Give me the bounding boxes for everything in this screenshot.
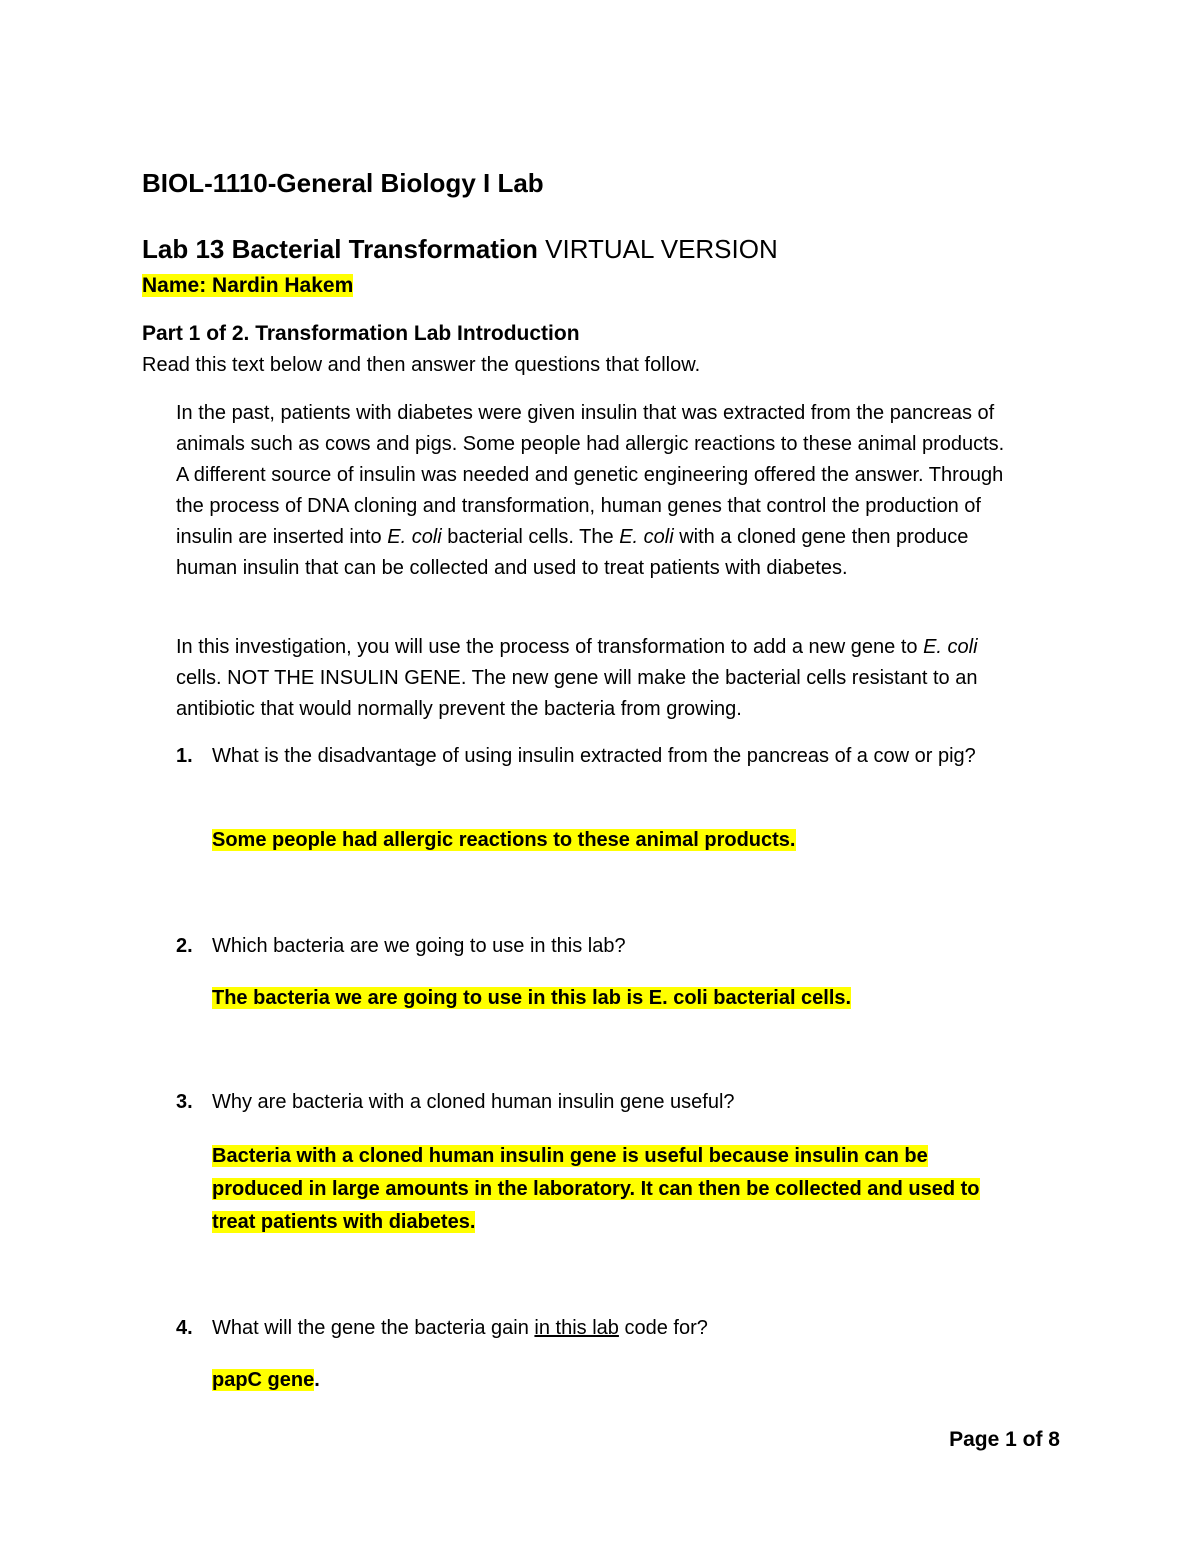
intro-paragraph-1: In the past, patients with diabetes were given insulin that was extracted from the pancreas of animals such as cows and pigs. Some people had allergic reactions to these animal products. A different source of insulin was needed and genetic engineering offered the answer. Through the process of DNA cloning and transformation, human genes that control the production of insulin are inserted into E. coli bacterial cells. The E. coli with a cloned gene then produce human insulin that can be collected and used to treat patients with diabetes. xyxy=(176,402,1005,579)
question-4 xyxy=(176,1312,1006,1345)
question-text: What is the disadvantage of using insulin extracted from the pancreas of a cow or pig? xyxy=(212,745,976,767)
question-number: 1. xyxy=(176,745,193,767)
underlined-phrase: in this lab xyxy=(534,1317,619,1339)
question-number: 4. xyxy=(176,1317,193,1339)
question-3 xyxy=(176,1086,1006,1119)
answer-2 xyxy=(212,982,1002,1015)
ecoli-italic: E. coli xyxy=(387,526,442,548)
student-name xyxy=(142,274,353,298)
question-text: What will the gene the bacteria gain in this lab code for? xyxy=(212,1317,708,1339)
answer-text: Bacteria with a cloned human insulin gene is useful because insulin can be produced in large amounts in the laboratory. It can then be collected and used to treat patients with diabetes. xyxy=(212,1145,980,1233)
question-number: 3. xyxy=(176,1091,193,1113)
lab-title xyxy=(142,234,778,265)
page-number: Page 1 of 8 xyxy=(949,1428,1060,1451)
answer-text: papC gene xyxy=(212,1369,315,1391)
answer-1 xyxy=(212,824,1002,857)
question-text: Why are bacteria with a cloned human insulin gene useful? xyxy=(212,1091,735,1113)
course-title: BIOL-1110-General Biology I Lab xyxy=(142,168,544,198)
lab-title-bold: Lab 13 Bacterial Transformation xyxy=(142,234,538,264)
section-instruction: Read this text below and then answer the questions that follow. xyxy=(142,354,701,376)
student-name-text: Name: Nardin Hakem xyxy=(142,274,354,297)
answer-text: Some people had allergic reactions to these animal products. xyxy=(212,829,796,851)
question-1 xyxy=(176,740,1006,773)
question-2 xyxy=(176,930,1006,963)
intro-paragraph-2: In this investigation, you will use the process of transformation to add a new gene to E. coli cells. NOT THE INSULIN GENE. The new gene will make the bacterial cells resistant to an antibiotic that would normally prevent the bacteria from growing. xyxy=(176,636,978,720)
answer-3 xyxy=(212,1140,1002,1239)
question-number: 2. xyxy=(176,935,193,957)
lab-title-version: VIRTUAL VERSION xyxy=(537,234,778,264)
ecoli-italic: E. coli xyxy=(923,636,978,658)
answer-4: papC gene. xyxy=(212,1369,320,1391)
ecoli-italic: E. coli xyxy=(619,526,674,548)
answer-text: The bacteria we are going to use in this lab is E. coli bacterial cells. xyxy=(212,987,852,1009)
section-heading: Part 1 of 2. Transformation Lab Introduction xyxy=(142,322,580,345)
question-text: Which bacteria are we going to use in this lab? xyxy=(212,935,626,957)
